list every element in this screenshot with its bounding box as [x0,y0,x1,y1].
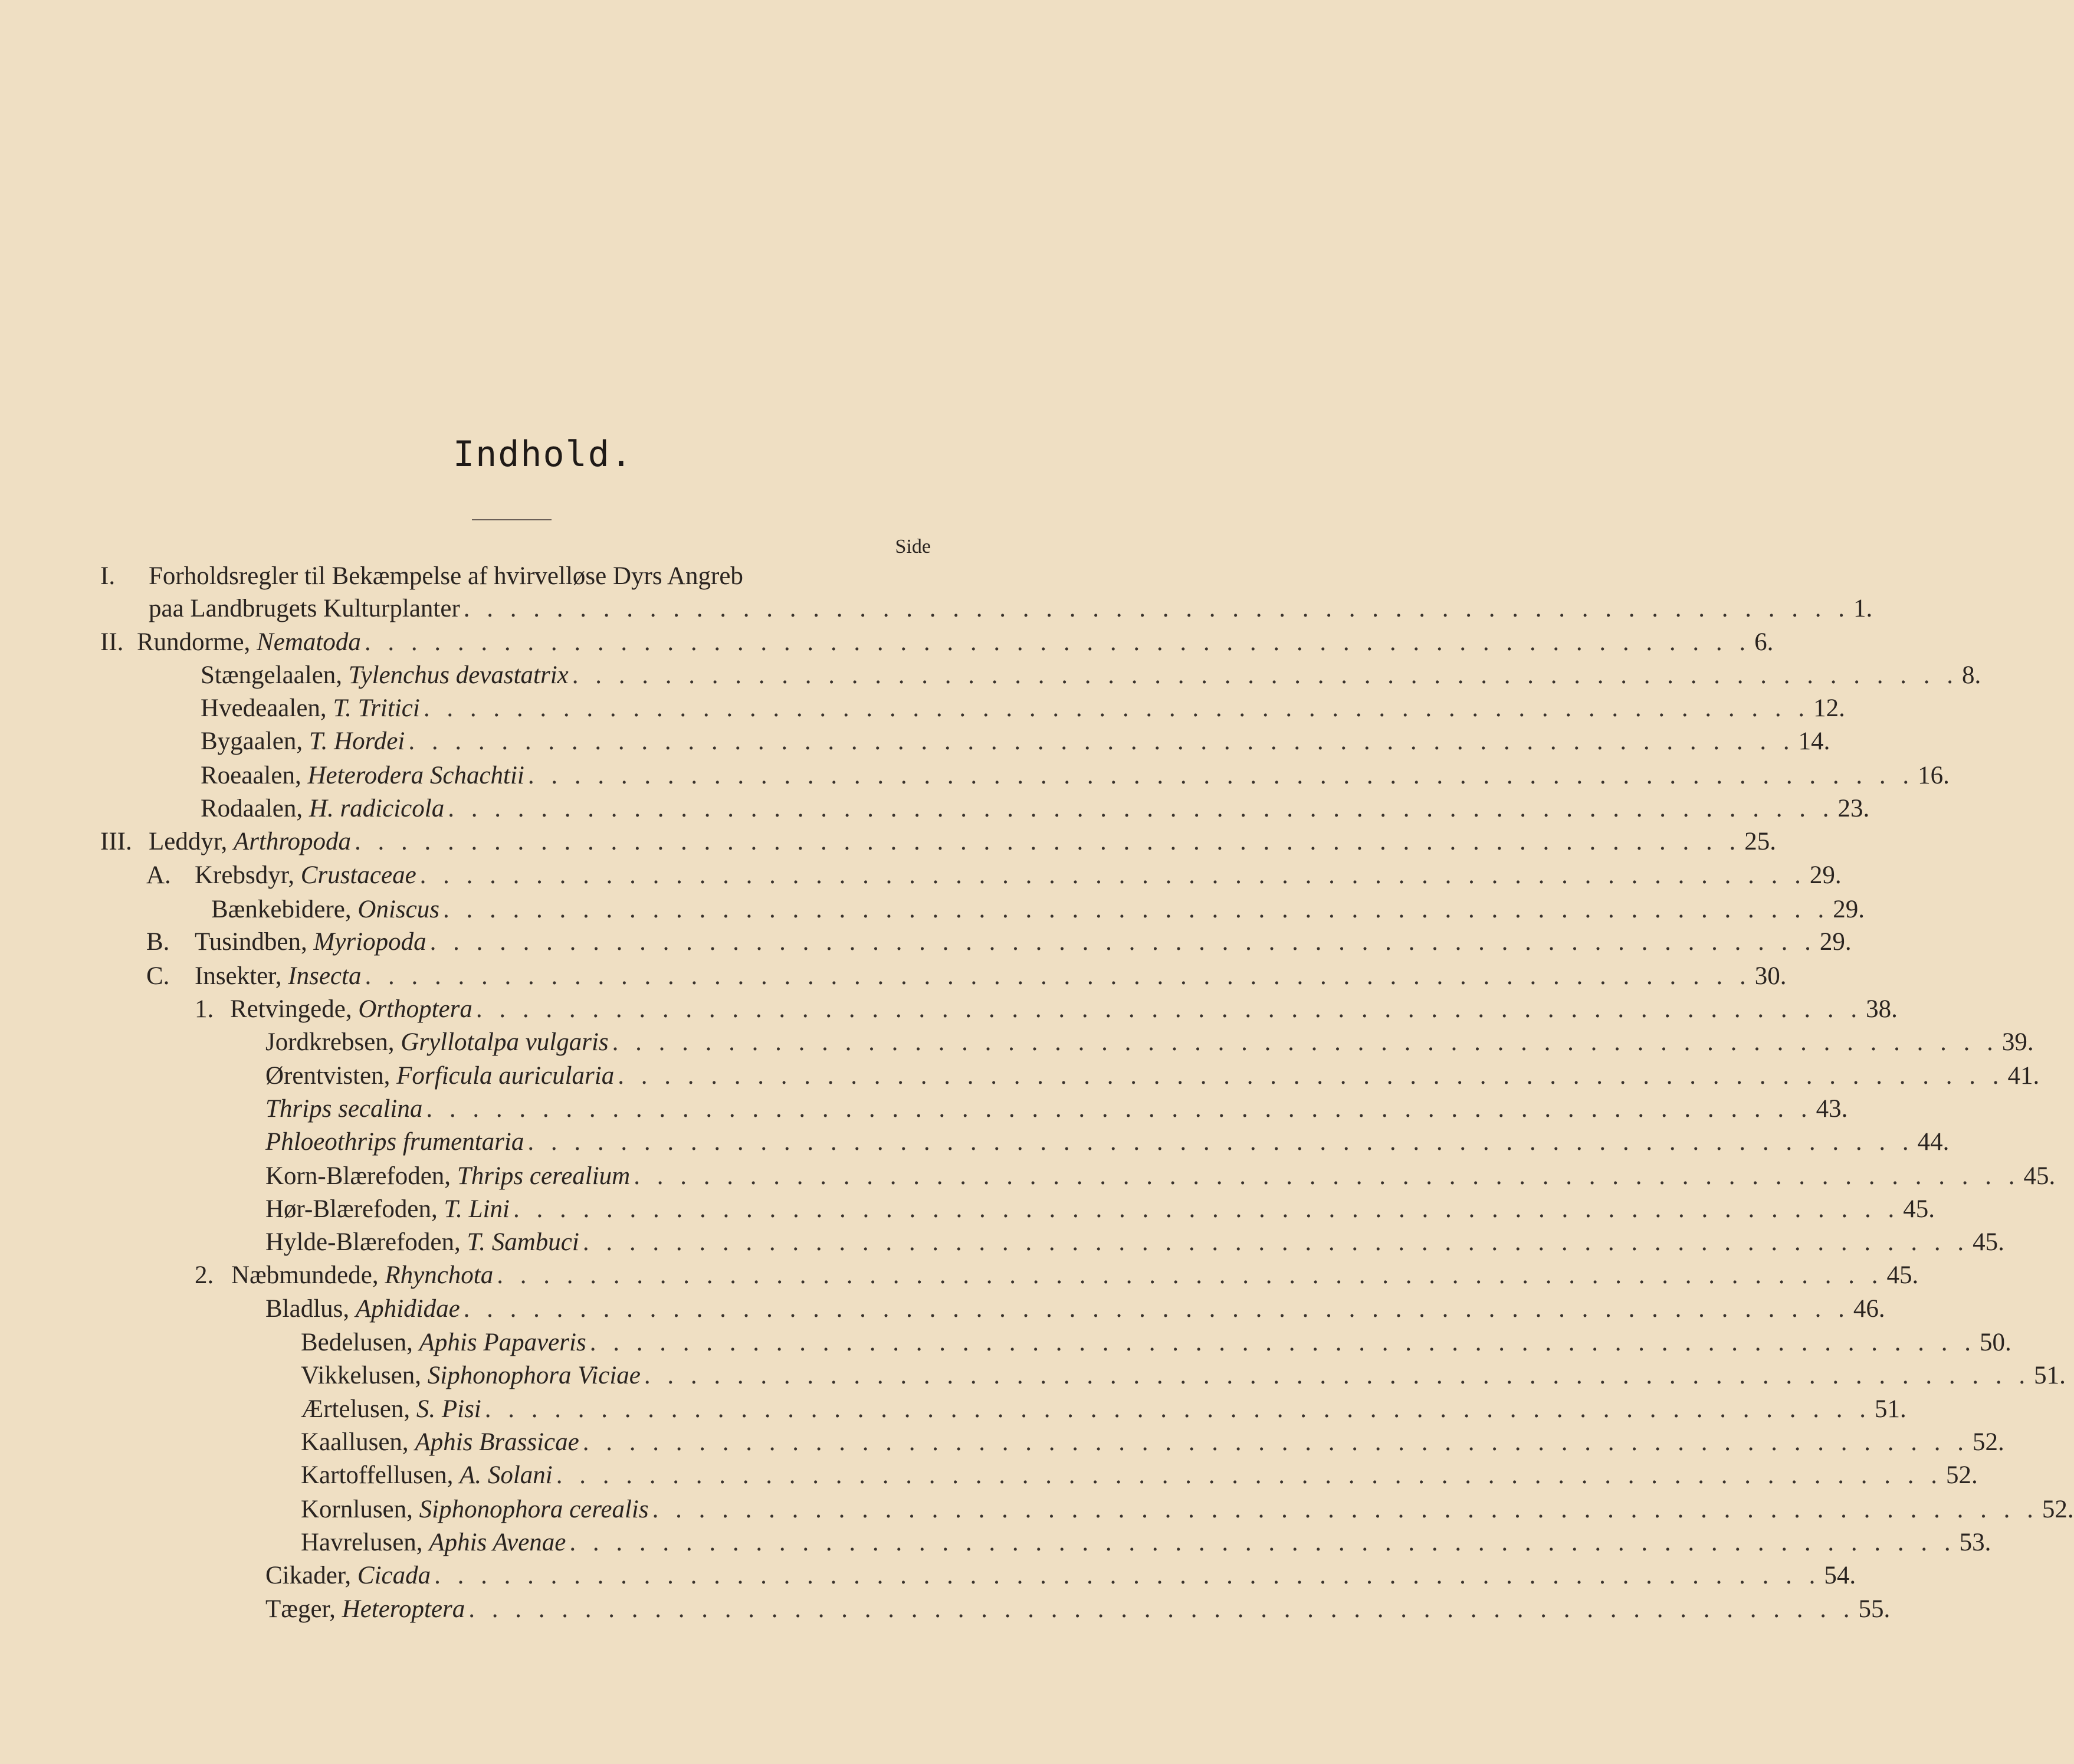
toc-entry [301,1326,2011,1360]
toc-entry-latin-name: Aphis Brassicae [415,1428,579,1456]
page-title: Indhold. [453,434,633,475]
dot-leader: . . . . . . . . . . . . . . . . . . . . . . . . . . . . . . . . . . . . . . . . . . . . . . . . . . . . . . . . . . . . [652,1496,2039,1523]
toc-entry-latin-name: Thrips cerealium [457,1162,631,1190]
dot-leader: . . . . . . . . . . . . . . . . . . . . . . . . . . . . . . . . . . . . . . . . . . . . . . . . . . . . . . . . . . . . [497,1261,1883,1289]
toc-entry [149,592,1873,626]
toc-entry-latin-name: T. Lini [444,1195,510,1223]
dot-leader: . . . . . . . . . . . . . . . . . . . . . . . . . . . . . . . . . . . . . . . . . . . . . . . . . . . . . . . . . . . . [527,1128,1914,1156]
toc-entry-label: Hør-Blærefoden, [265,1195,444,1223]
toc-entry-latin-name: Nematoda [257,628,361,656]
dot-leader: . . . . . . . . . . . . . . . . . . . . . . . . . . . . . . . . . . . . . . . . . . . . . . . . . . . . . . . . . . . . [556,1461,1942,1489]
toc-entry-latin-name: Forficula auricularia [396,1062,615,1090]
dot-leader: . . . . . . . . . . . . . . . . . . . . . . . . . . . . . . . . . . . . . . . . . . . . . . . . . . . . . . . . . . . . [572,661,1959,689]
dot-leader: . . . . . . . . . . . . . . . . . . . . . . . . . . . . . . . . . . . . . . . . . . . . . . . . . . . . . . . . . . . . [364,628,1751,656]
toc-entry-number: B. [146,928,170,956]
page-column-header: Side [895,536,931,558]
toc-entry [265,1059,2040,1093]
toc-entry-latin-name: Aphis Avenae [429,1529,566,1556]
dot-leader: . . . . . . . . . . . . . . . . . . . . . . . . . . . . . . . . . . . . . . . . . . . . . . . . . . . . . . . . . . . . [419,861,1806,889]
toc-entry [301,1458,1978,1493]
toc-entry-page-number: 55. [1858,1595,1891,1623]
dot-leader: . . . . . . . . . . . . . . . . . . . . . . . . . . . . . . . . . . . . . . . . . . . . . . . . . . . . . . . . . . . . [513,1195,1900,1223]
toc-entry-number: 1. [195,995,214,1023]
toc-entry [265,1092,1848,1126]
toc-entry [301,1526,1991,1560]
toc-entry-page-number: 29. [1833,896,1865,923]
toc-entry-latin-name: Aphididae [355,1295,460,1323]
toc-entry-page-number: 23. [1837,795,1870,822]
dot-leader: . . . . . . . . . . . . . . . . . . . . . . . . . . . . . . . . . . . . . . . . . . . . . . . . . . . . . . . . . . . . [442,896,1830,923]
toc-entry [201,724,1830,759]
toc-entry [265,1125,1950,1159]
toc-entry-label: Vikkelusen, [301,1362,428,1389]
toc-entry-title [301,1392,481,1427]
toc-entry [195,925,1852,959]
toc-entry-latin-name: Insecta [288,962,362,990]
toc-entry-number: III. [100,828,132,855]
toc-entry [265,1592,1891,1627]
toc-entry-title [195,959,361,994]
toc-entry-latin-name: Gryllotalpa vulgaris [401,1028,609,1056]
toc-entry-latin-name: Crustaceae [300,861,416,889]
toc-entry-latin-name: Arthropoda [233,828,352,855]
toc-entry-latin-name: Myriopoda [313,928,426,956]
toc-entry-latin-name: Aphis Papaveris [419,1329,586,1356]
toc-entry-label: Tusindben, [195,928,314,956]
toc-entry [201,759,1950,793]
toc-entry-number: C. [146,962,170,990]
toc-entry-title [265,1125,524,1159]
toc-entry-latin-name: Phloeothrips frumentaria [265,1128,524,1156]
toc-entry-latin-name: A. Solani [460,1461,553,1489]
toc-entry-latin-name: H. radicicola [309,795,445,822]
toc-entry-title [301,1326,586,1360]
toc-entry-title [137,625,361,660]
toc-entry-title [195,858,416,893]
dot-leader: . . . . . . . . . . . . . . . . . . . . . . . . . . . . . . . . . . . . . . . . . . . . . . . . . . . . . . . . . . . . [429,928,1816,956]
dot-leader: . . . . . . . . . . . . . . . . . . . . . . . . . . . . . . . . . . . . . . . . . . . . . . . . . . . . . . . . . . . . [634,1162,2020,1190]
toc-entry-label: Roeaalen, [201,762,308,789]
toc-entry-latin-name: T. Tritici [333,694,420,722]
dot-leader: . . . . . . . . . . . . . . . . . . . . . . . . . . . . . . . . . . . . . . . . . . . . . . . . . . . . . . . . . . . . [484,1395,1872,1423]
toc-entry-page-number: 45. [1886,1261,1919,1289]
toc-entry-label: Bladlus, [265,1295,356,1323]
toc-entry [201,792,1870,826]
toc-entry-page-number: 8. [1962,661,1981,689]
toc-entry-page-number: 1. [1853,595,1873,622]
dot-leader: . . . . . . . . . . . . . . . . . . . . . . . . . . . . . . . . . . . . . . . . . . . . . . . . . . . . . . . . . . . . [434,1562,1821,1589]
toc-entry [265,1159,2056,1194]
dot-leader: . . . . . . . . . . . . . . . . . . . . . . . . . . . . . . . . . . . . . . . . . . . . . . . . . . . . . . . . . . . . [589,1329,1976,1356]
toc-entry-title [265,1092,422,1126]
toc-entry-page-number: 45. [2023,1162,2056,1190]
toc-entry-page-number: 29. [1819,928,1852,956]
toc-entry [265,1225,2004,1260]
dot-leader: . . . . . . . . . . . . . . . . . . . . . . . . . . . . . . . . . . . . . . . . . . . . . . . . . . . . . . . . . . . . [463,1295,1850,1323]
toc-entry-page-number: 16. [1918,762,1950,789]
toc-entry-title [301,1493,649,1527]
toc-entry-page-number: 52. [1946,1461,1978,1489]
toc-entry [265,1292,1885,1326]
toc-entry [211,893,1865,927]
toc-entry-title [265,1559,431,1593]
toc-entry-label: Korn-Blærefoden, [265,1162,457,1190]
toc-entry-page-number: 39. [2001,1028,2034,1056]
toc-entry [265,1192,1935,1227]
toc-entry-title [230,992,472,1027]
toc-entry-label: Hvedeaalen, [201,694,333,722]
toc-entry-latin-name: Rhynchota [385,1261,494,1289]
toc-entry-label: Jordkrebsen, [265,1028,401,1056]
toc-entry-label: Ørentvisten, [265,1062,397,1090]
toc-entry-page-number: 12. [1813,694,1845,722]
toc-entry-title [201,792,444,826]
dot-leader: . . . . . . . . . . . . . . . . . . . . . . . . . . . . . . . . . . . . . . . . . . . . . . . . . . . . . . . . . . . . [618,1062,2004,1090]
toc-entry-page-number: 30. [1754,962,1787,990]
toc-entry-title [201,658,569,693]
toc-entry-label: Næbmundede, [231,1261,385,1289]
toc-entry [301,1493,2074,1527]
toc-entry-title [201,691,420,726]
toc-entry-title [149,559,743,594]
toc-entry-label: Stængelaalen, [201,661,349,689]
toc-entry [201,691,1845,726]
toc-entry-latin-name: Oniscus [357,896,439,923]
dot-leader: . . . . . . . . . . . . . . . . . . . . . . . . . . . . . . . . . . . . . . . . . . . . . . . . . . . . . . . . . . . . [612,1028,1998,1056]
dot-leader: . . . . . . . . . . . . . . . . . . . . . . . . . . . . . . . . . . . . . . . . . . . . . . . . . . . . . . . . . . . . [463,595,1850,622]
toc-entry-page-number: 25. [1744,828,1777,855]
toc-entry-title [265,1059,614,1093]
toc-entry-label: Bedelusen, [301,1329,419,1356]
toc-entry-title [149,825,351,859]
toc-entry-title [231,1258,493,1293]
toc-entry-label: Rundorme, [137,628,257,656]
toc-entry-label: Krebsdyr, [195,861,301,889]
toc-entry-title [265,1292,460,1326]
toc-entry-latin-name: Siphonophora cerealis [419,1496,649,1523]
toc-entry-latin-name: Thrips secalina [265,1095,423,1123]
toc-entry [195,959,1787,994]
dot-leader: . . . . . . . . . . . . . . . . . . . . . . . . . . . . . . . . . . . . . . . . . . . . . . . . . . . . . . . . . . . . [408,727,1795,755]
dot-leader: . . . . . . . . . . . . . . . . . . . . . . . . . . . . . . . . . . . . . . . . . . . . . . . . . . . . . . . . . . . . [582,1428,1969,1456]
toc-entry-page-number: 45. [1903,1195,1935,1223]
toc-entry [265,1025,2034,1060]
toc-entry-latin-name: Tylenchus devastatrix [348,661,569,689]
toc-entry-label: Cikader, [265,1562,357,1589]
toc-entry-title [211,893,439,927]
dot-leader: . . . . . . . . . . . . . . . . . . . . . . . . . . . . . . . . . . . . . . . . . . . . . . . . . . . . . . . . . . . . [569,1529,1956,1556]
toc-entry-label: Bænkebidere, [211,896,358,923]
toc-entry-title [265,1592,465,1627]
dot-leader: . . . . . . . . . . . . . . . . . . . . . . . . . . . . . . . . . . . . . . . . . . . . . . . . . . . . . . . . . . . . [423,694,1810,722]
toc-entry-label: Leddyr, [149,828,234,855]
dot-leader: . . . . . . . . . . . . . . . . . . . . . . . . . . . . . . . . . . . . . . . . . . . . . . . . . . . . . . . . . . . . [527,762,1915,789]
toc-entry-page-number: 51. [2034,1362,2066,1389]
toc-entry-title [301,1359,641,1393]
toc-entry-page-number: 41. [2007,1062,2040,1090]
toc-entry [265,1559,1856,1593]
toc-entry [231,1258,1919,1293]
toc-entry-label: Rodaalen, [201,795,309,822]
toc-entry [149,559,931,594]
toc-entry-latin-name: Siphonophora Viciae [427,1362,641,1389]
toc-entry-page-number: 45. [1973,1228,2004,1256]
toc-entry-title [301,1526,566,1560]
dot-leader: . . . . . . . . . . . . . . . . . . . . . . . . . . . . . . . . . . . . . . . . . . . . . . . . . . . . . . . . . . . . [475,995,1863,1023]
toc-entry [230,992,1898,1027]
dot-leader: . . . . . . . . . . . . . . . . . . . . . . . . . . . . . . . . . . . . . . . . . . . . . . . . . . . . . . . . . . . . [365,962,1751,990]
toc-entry-page-number: 46. [1853,1295,1885,1323]
toc-entry [137,625,1774,660]
toc-entry-latin-name: T. Sambuci [467,1228,579,1256]
toc-entry-title [301,1458,553,1493]
toc-entry [149,825,1777,859]
toc-entry-label: Havrelusen, [301,1529,429,1556]
toc-entry-number: I. [100,562,116,590]
toc-entry-number: 2. [195,1261,214,1289]
toc-entry-page-number: 6. [1754,628,1774,656]
toc-entry [195,858,1842,893]
toc-entry-page-number: 52. [2042,1496,2074,1523]
toc-entry-page-number: 53. [1959,1529,1991,1556]
toc-entry-label: Ærtelusen, [301,1395,416,1423]
toc-entry-title [265,1192,510,1227]
toc-entry-page-number: 54. [1824,1562,1856,1589]
toc-entry-label: Tæger, [265,1595,342,1623]
toc-entry [301,1359,2066,1393]
dot-leader: . . . . . . . . . . . . . . . . . . . . . . . . . . . . . . . . . . . . . . . . . . . . . . . . . . . . . . . . . . . . [426,1095,1813,1123]
toc-entry [201,658,1981,693]
toc-entry-title [201,759,524,793]
toc-entry-page-number: 29. [1809,861,1842,889]
toc-entry-latin-name: Heterodera Schachtii [307,762,524,789]
toc-entry-page-number: 14. [1798,727,1830,755]
toc-entry-title [265,1159,630,1194]
toc-entry-label: Insekter, [195,962,288,990]
toc-entry-latin-name: T. Hordei [309,727,405,755]
toc-entry-latin-name: Heteroptera [342,1595,465,1623]
toc-entry-label: Hylde-Blærefoden, [265,1228,467,1256]
toc-entry-page-number: 38. [1866,995,1898,1023]
toc-entry-number: A. [146,861,171,889]
dot-leader: . . . . . . . . . . . . . . . . . . . . . . . . . . . . . . . . . . . . . . . . . . . . . . . . . . . . . . . . . . . . [644,1362,2031,1389]
toc-entry-label: Kaallusen, [301,1428,415,1456]
toc-entry-label: Forholdsregler til Bekæmpelse af hvirvelløse Dyrs Angreb [149,562,743,590]
toc-entry-label: Retvingede, [230,995,359,1023]
toc-entry-page-number: 52. [1972,1428,2004,1456]
toc-entry-number: II. [100,628,124,656]
toc-entry-title [265,1025,609,1060]
toc-entry-title [201,724,405,759]
toc-entry-page-number: 51. [1875,1395,1906,1423]
toc-entry-latin-name: Orthoptera [358,995,472,1023]
toc-entry-latin-name: S. Pisi [416,1395,481,1423]
toc-entry-latin-name: Cicada [357,1562,431,1589]
toc-entry-label: Bygaalen, [201,727,309,755]
toc-entry [301,1425,2004,1460]
dot-leader: . . . . . . . . . . . . . . . . . . . . . . . . . . . . . . . . . . . . . . . . . . . . . . . . . . . . . . . . . . . . [448,795,1835,822]
toc-entry [301,1392,1906,1427]
toc-entry-page-number: 50. [1979,1329,2011,1356]
toc-entry-title [301,1425,579,1460]
dot-leader: . . . . . . . . . . . . . . . . . . . . . . . . . . . . . . . . . . . . . . . . . . . . . . . . . . . . . . . . . . . . [468,1595,1855,1623]
dot-leader: . . . . . . . . . . . . . . . . . . . . . . . . . . . . . . . . . . . . . . . . . . . . . . . . . . . . . . . . . . . . [582,1228,1970,1256]
toc-entry-page-number: 43. [1816,1095,1848,1123]
dot-leader: . . . . . . . . . . . . . . . . . . . . . . . . . . . . . . . . . . . . . . . . . . . . . . . . . . . . . . . . . . . . [355,828,1741,855]
toc-entry-title [195,925,426,959]
toc-entry-label: Kartoffellusen, [301,1461,460,1489]
toc-entry-label: Kornlusen, [301,1496,419,1523]
toc-entry-label: paa Landbrugets Kulturplanter [149,595,460,622]
toc-entry-title [265,1225,579,1260]
toc-entry-page-number: 44. [1917,1128,1950,1156]
toc-entry-title [149,592,460,626]
